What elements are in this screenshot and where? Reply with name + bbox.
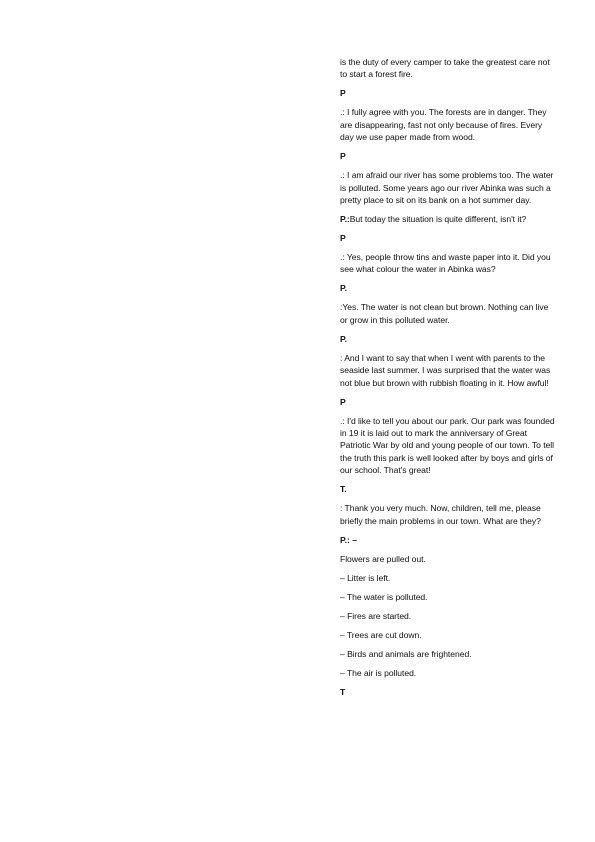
list-item: – The air is polluted.	[340, 667, 417, 678]
paragraph: :Yes. The water is not clean but brown. Nothing can live or grow in this polluted water.	[340, 302, 549, 325]
speaker-label: P	[340, 396, 346, 407]
list-item: – Birds and animals are frightened.	[340, 648, 472, 659]
list-item: Flowers are pulled out.	[340, 553, 426, 564]
list-item: – Litter is left.	[340, 572, 391, 583]
paragraph: .: I'd like to tell you about our park. Our park was founded in 19 it is laid out to mark the anniversary of Great Patriotic War by old and young people of our town. To tell the truth this park is well looked after by boys and girls of our school. That's great!	[340, 415, 555, 476]
paragraph: : And I want to say that when I went with parents to the seaside last summer. I was surprised that the water was not blue but brown with rubbish floating in it. How awful!	[340, 352, 551, 388]
paragraph: : Thank you very much. Now, children, tell me, please briefly the main problems in our town. What are they?	[340, 503, 541, 526]
paragraph-text: But today the situation is quite different, isn't it?	[349, 214, 527, 225]
speaker-label: P	[340, 233, 346, 244]
paragraph: .: I fully agree with you. The forests are in danger. They are disappearing, fast not only because of fires. Every day we use paper made from wood.	[340, 107, 547, 143]
list-item: – The water is polluted.	[340, 591, 428, 602]
speaker-label: T.	[340, 484, 347, 495]
text-column	[340, 56, 555, 705]
speaker-label: P.: –	[340, 534, 358, 545]
speaker-label: P.	[340, 283, 348, 294]
list-item: – Trees are cut down.	[340, 629, 422, 640]
paragraph: .: Yes, people throw tins and waste paper into it. Did you see what colour the water in Abinka was?	[340, 252, 551, 275]
paragraph: is the duty of every camper to take the greatest care not to start a forest fire.	[340, 57, 550, 80]
list-item: – Fires are started.	[340, 610, 412, 621]
speaker-label: P	[340, 88, 346, 99]
speaker-label: P.	[340, 333, 348, 344]
speaker-label: P.:	[340, 214, 350, 225]
speaker-label: P	[340, 151, 346, 162]
paragraph	[340, 213, 555, 225]
speaker-label: T	[340, 686, 346, 697]
paragraph: .: I am afraid our river has some problems too. The water is polluted. Some years ago our river Abinka was such a pretty place to sit on its bank on a hot summer day.	[340, 170, 554, 206]
